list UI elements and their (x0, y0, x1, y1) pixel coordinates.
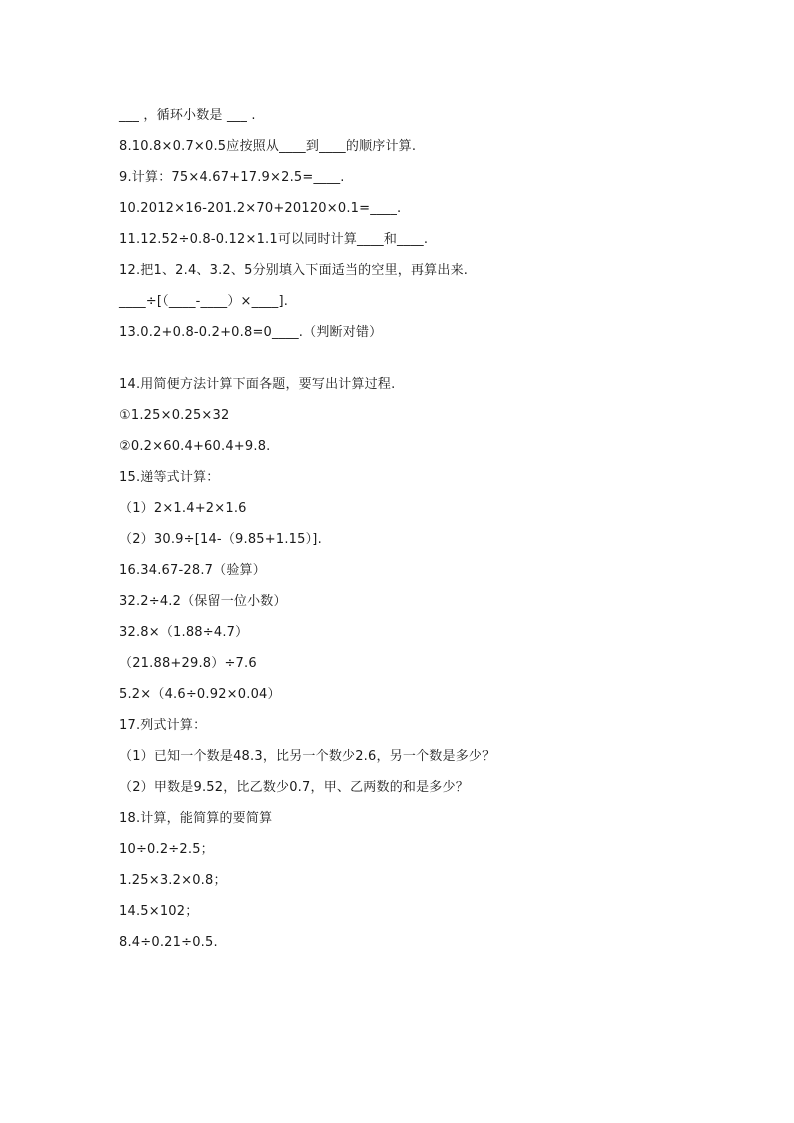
worksheet-page (119, 100, 679, 958)
q13-line: 13.0.2+0.8-0.2+0.8=0____.（判断对错） (119, 325, 383, 340)
q17-item-1: （1）已知一个数是48.3，比另一个数少2.6，另一个数是多少？ (119, 749, 496, 764)
q17-item-2: （2）甲数是9.52，比乙数少0.7，甲、乙两数的和是多少？ (119, 780, 469, 795)
q10-line: 10.2012×16-201.2×70+20120×0.1=____. (119, 201, 402, 216)
q9-line: 9.计算：75×4.67+17.9×2.5=____. (119, 170, 345, 185)
q18-item-3: 14.5×102； (119, 904, 199, 919)
q14-item-2: ②0.2×60.4+60.4+9.8. (119, 439, 271, 454)
section-gap (119, 348, 679, 369)
q18-item-2: 1.25×3.2×0.8； (119, 873, 227, 888)
q14-item-1: ①1.25×0.25×32 (119, 408, 230, 423)
q7-tail-line: ___ ，循环小数是 ___ . (119, 108, 256, 123)
q18-item-1: 10÷0.2÷2.5； (119, 842, 214, 857)
q16-item-2: 32.2÷4.2（保留一位小数） (119, 594, 287, 609)
q15-item-2: （2）30.9÷[14-（9.85+1.15）]. (119, 532, 322, 547)
q18-item-4: 8.4÷0.21÷0.5. (119, 935, 218, 950)
q16-item-4: （21.88+29.8）÷7.6 (119, 656, 257, 671)
q16-item-5: 5.2×（4.6÷0.92×0.04） (119, 687, 281, 702)
q15-item-1: （1）2×1.4+2×1.6 (119, 501, 247, 516)
q11-line: 11.12.52÷0.8-0.12×1.1可以同时计算____和____. (119, 232, 429, 247)
q16-item-3: 32.8×（1.88÷4.7） (119, 625, 249, 640)
q15-line: 15.递等式计算： (119, 470, 220, 485)
q8-line: 8.10.8×0.7×0.5应按照从____到____的顺序计算. (119, 139, 417, 154)
q12-expression-line: ____÷[（____-____）×____]. (119, 294, 289, 309)
q17-line: 17.列式计算： (119, 718, 207, 733)
q14-line: 14.用简便方法计算下面各题，要写出计算过程. (119, 377, 396, 392)
q18-line: 18.计算，能简算的要简算 (119, 811, 273, 826)
q12-line: 12.把1、2.4、3.2、5分别填入下面适当的空里，再算出来. (119, 263, 469, 278)
q16-line: 16.34.67-28.7（验算） (119, 563, 266, 578)
